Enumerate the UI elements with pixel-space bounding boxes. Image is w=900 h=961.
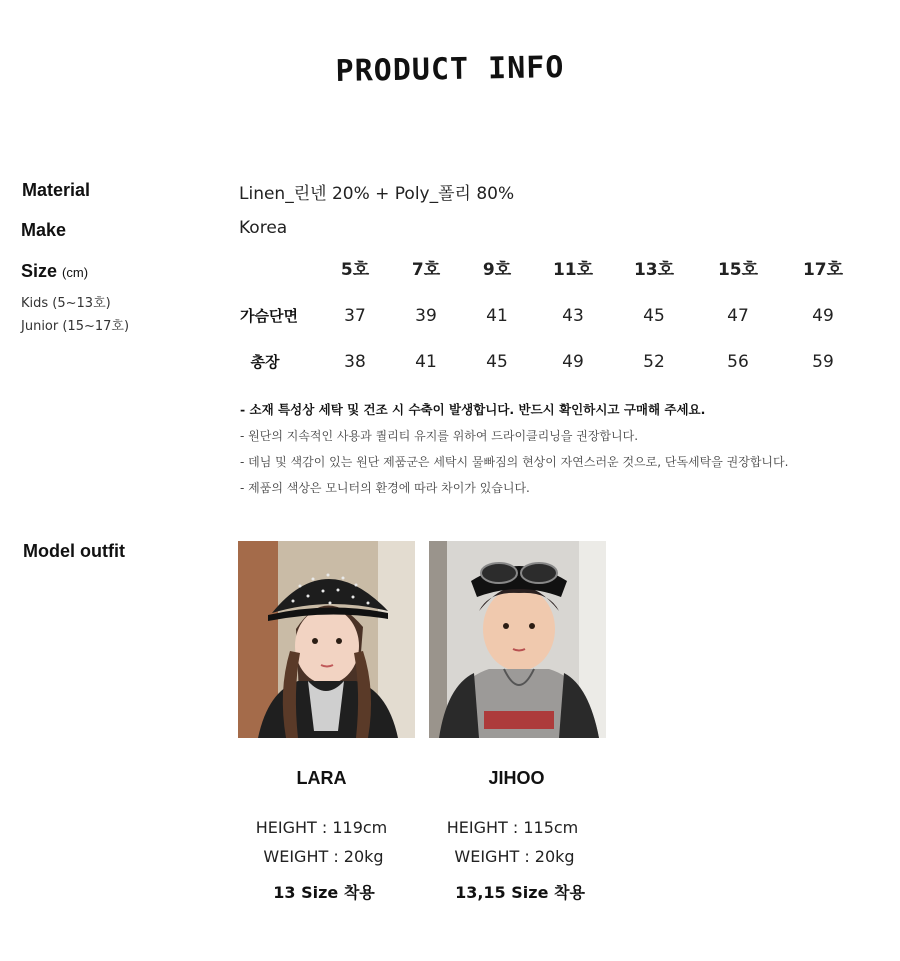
care-note: - 제품의 색상은 모니터의 환경에 따라 차이가 있습니다. [240, 481, 530, 495]
model-fit-size: 13,15 Size 착용 [455, 883, 585, 902]
size-kids-range: Kids (5~13호) [21, 296, 111, 311]
size-table-row [232, 298, 872, 334]
model-weight: WEIGHT : 20kg [454, 847, 575, 866]
model-photo-lara [238, 541, 415, 738]
material-label: Material [22, 180, 91, 200]
size-table-row [232, 344, 872, 380]
model-outfit-label: Model outfit [23, 541, 125, 561]
size-cell: 52 [643, 352, 665, 372]
care-note: - 데님 및 색감이 있는 원단 제품군은 세탁시 물빠짐의 현상이 자연스러운 것으로, 단독세탁을 권장합니다. [240, 455, 789, 469]
size-column-header: 5호 [340, 260, 370, 280]
size-column-header: 11호 [552, 260, 594, 280]
size-label [21, 261, 88, 282]
model-weight: WEIGHT : 20kg [263, 847, 384, 866]
size-column-header: 9호 [482, 260, 512, 280]
size-column-header: 13호 [633, 260, 675, 280]
size-cell: 38 [344, 352, 366, 372]
make-label: Make [21, 220, 67, 240]
size-cell: 37 [344, 306, 366, 326]
model-name: LARA [296, 768, 347, 788]
size-cell: 56 [727, 352, 749, 372]
size-column-header: 7호 [411, 260, 441, 280]
size-junior-range: Junior (15~17호) [21, 319, 130, 334]
size-cell: 41 [486, 306, 508, 326]
size-column-header: 15호 [717, 260, 759, 280]
model-photo-jihoo [429, 541, 606, 738]
size-cell: 45 [643, 306, 665, 326]
care-note-warning: - 소재 특성상 세탁 및 건조 시 수축이 발생합니다. 반드시 확인하시고 구매해 주세요. [240, 402, 706, 417]
size-cell: 47 [727, 306, 749, 326]
size-cell: 59 [812, 352, 834, 372]
care-notes [240, 400, 880, 505]
make-value: Korea [239, 218, 288, 238]
size-row-label: 가슴단면 [240, 307, 298, 325]
size-cell: 39 [415, 306, 437, 326]
size-label-text: Size [21, 261, 58, 281]
size-cell: 49 [812, 306, 834, 326]
material-value: Linen_린넨 20% + Poly_폴리 80% [239, 184, 515, 204]
model-fit-size: 13 Size 착용 [273, 883, 375, 902]
model-height: HEIGHT : 119cm [255, 818, 388, 837]
model-height: HEIGHT : 115cm [446, 818, 579, 837]
model-name: JIHOO [488, 768, 545, 788]
size-cell: 45 [486, 352, 508, 372]
size-cell: 41 [415, 352, 437, 372]
size-table-header [232, 252, 872, 288]
care-note: - 원단의 지속적인 사용과 퀄리티 유지를 위하여 드라이클리닝을 권장합니다. [240, 429, 639, 443]
size-cell: 49 [562, 352, 584, 372]
page-title: PRODUCT INFO [335, 50, 565, 89]
size-column-header: 17호 [802, 260, 844, 280]
size-unit: (cm) [62, 265, 89, 280]
size-cell: 43 [562, 306, 584, 326]
size-row-label: 총장 [250, 353, 280, 371]
